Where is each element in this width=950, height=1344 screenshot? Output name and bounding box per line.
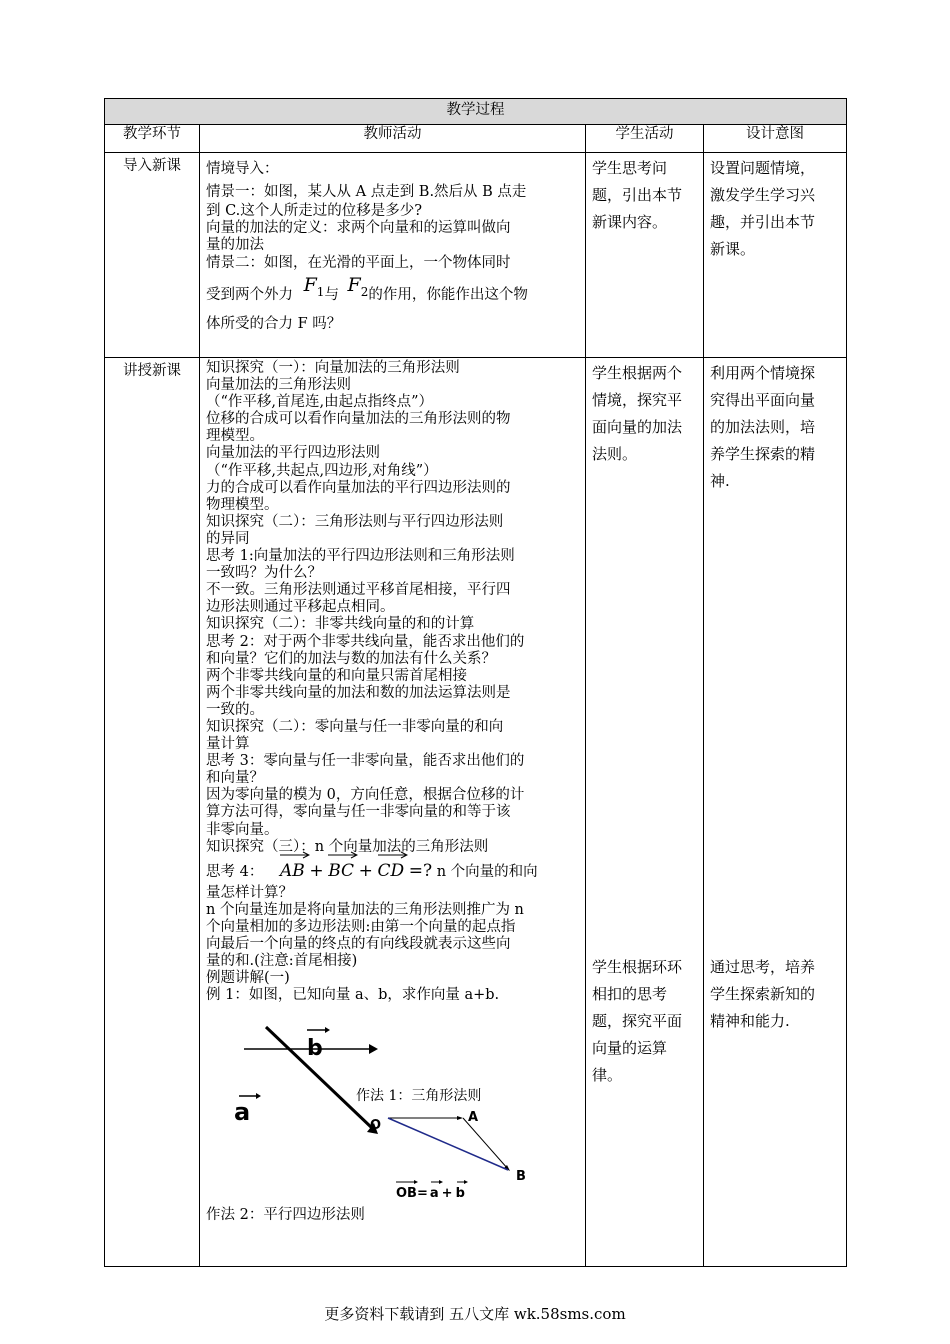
teacher-line: 量的和.(注意:首尾相接) <box>206 953 358 970</box>
teacher-line: 量计算 <box>206 736 250 753</box>
intent-intro: 设置问题情境， 激发学生学习兴 趣，并引出本节 新课。 <box>704 153 847 358</box>
teacher-line: 算方法可得，零向量与任一非零向量的和等于该 <box>206 804 511 821</box>
student-new-lesson: 学生根据两个 情境，探究平 面向量的加法 法则。 学生根据环环 相扣的思考 题，探究平面 向量的运算 律。 <box>586 358 704 1267</box>
a-label: a <box>234 1098 251 1127</box>
teacher-line: 因为零向量的模为 0，方向任意，根据合位移的计 <box>206 787 525 804</box>
teacher-line: 一致的。 <box>206 701 264 718</box>
header-teacher: 教师活动 <box>200 125 586 153</box>
force-line: 受到两个外力 $F_1$与 $F_2$的作用，你能作出这个物 <box>206 274 528 303</box>
teacher-line: 思考 3：零向量与任一非零向量，能否求出他们的 <box>206 753 525 770</box>
intent-new-lesson: 利用两个情境探 究得出平面向量 的加法法则，培 养学生探索的精 神. 通过思考，培养 学生探索新知的 精神和能力. <box>704 358 847 1267</box>
teacher-line: （“作平移,共起点,四边形,对角线”） <box>206 462 438 479</box>
table-title: 教学过程 <box>105 99 847 125</box>
ob-equation: OB= a + b <box>396 1186 465 1202</box>
point-b: B <box>516 1169 526 1185</box>
method1-label: 作法 1：三角形法则 <box>356 1088 482 1105</box>
teacher-line: 量怎样计算？ <box>206 884 293 901</box>
teacher-line: 两个非零共线向量的加法和数的加法运算法则是 <box>206 684 511 701</box>
method2-label: 作法 2：平行四边形法则 <box>206 1207 365 1224</box>
teacher-line: 不一致。三角形法则通过平移首尾相接，平行四 <box>206 582 511 599</box>
footer-link[interactable]: 更多资料下载请到 五八文库 wk.58sms.com <box>324 1305 626 1323</box>
teacher-line: 个向量相加的多边形法则:由第一个向量的起点指 <box>206 918 516 935</box>
teacher-line: 边形法则通过平移起点相同。 <box>206 599 395 616</box>
stage-new-lesson: 讲授新课 <box>105 358 200 1267</box>
ab-line <box>463 1118 508 1169</box>
teacher-line: 物理模型。 <box>206 496 279 513</box>
teacher-line: 和向量？它们的加法与数的加法有什么关系？ <box>206 650 496 667</box>
teacher-line: 理模型。 <box>206 428 264 445</box>
teacher-line: 位移的合成可以看作向量加法的三角形法则的物 <box>206 411 511 428</box>
b-label: b <box>307 1036 323 1062</box>
teacher-intro: 情境导入： 情景一：如图，某人从 A 点走到 B.然后从 B 点走 到 C.这个人所走过的位移是多少? 向量的加法的定义：求两个向量和的运算叫做向 量的加法 情景二：如图，在光滑的平面上，一个物体同时 受到两个外力 $F_1$与 $F_2$的作用，你能作出这个物 体所受的合力 F 吗？ <box>200 153 586 358</box>
teacher-line: 向量加法的平行四边形法则 <box>206 445 380 462</box>
header-stage: 教学环节 <box>105 125 200 153</box>
teaching-process-table <box>104 98 847 1267</box>
teacher-line: 知识探究（二）：三角形法则与平行四边形法则 <box>206 513 504 530</box>
header-student: 学生活动 <box>586 125 704 153</box>
teacher-line: 例题讲解(一) <box>206 970 290 987</box>
teacher-line: 非零向量。 <box>206 821 279 838</box>
stage-intro: 导入新课 <box>105 153 200 358</box>
vector-b-arrowhead <box>369 1044 378 1054</box>
teacher-line: 知识探究（二）：非零共线向量的和的计算 <box>206 616 475 633</box>
teacher-new-lesson <box>200 358 586 1267</box>
teacher-line: 知识探究（二）：零向量与任一非零向量的和向 <box>206 718 504 735</box>
teacher-line: 向最后一个向量的终点的有向线段就表示这些向 <box>206 936 511 952</box>
ob-line <box>388 1118 508 1170</box>
teacher-line: 知识探究（三）：n 个向量加法的三角形法则 <box>206 838 489 855</box>
teacher-line: 一致吗？为什么？ <box>206 565 322 582</box>
teacher-line: n 个向量连加是将向量加法的三角形法则推广为 n <box>206 901 524 918</box>
vector-figure <box>206 1010 576 1205</box>
point-a: A <box>468 1110 479 1126</box>
think4-line: 思考 4： AB + BC + CD =? n 个向量的和向 <box>206 858 579 885</box>
point-o: O <box>370 1118 382 1134</box>
teacher-line: 向量加法的三角形法则 <box>206 377 351 394</box>
teacher-line: 知识探究（一）：向量加法的三角形法则 <box>206 360 460 376</box>
teacher-line: 思考 1:向量加法的平行四边形法则和三角形法则 <box>206 548 515 565</box>
teacher-line: 思考 2：对于两个非零共线向量，能否求出他们的 <box>206 633 525 650</box>
teacher-line: 力的合成可以看作向量加法的平行四边形法则的 <box>206 479 511 496</box>
teacher-line: 的异同 <box>206 530 250 547</box>
student-intro: 学生思考问 题，引出本节 新课内容。 <box>586 153 704 358</box>
teacher-line: 和向量？ <box>206 770 264 787</box>
teacher-line: （“作平移,首尾连,由起点指终点”） <box>206 394 434 411</box>
teacher-line: 例 1：如图，已知向量 a、b，求作向量 a+b. <box>206 987 500 1004</box>
teacher-line: 两个非零共线向量的和向量只需首尾相接 <box>206 667 467 684</box>
header-intent: 设计意图 <box>704 125 847 153</box>
